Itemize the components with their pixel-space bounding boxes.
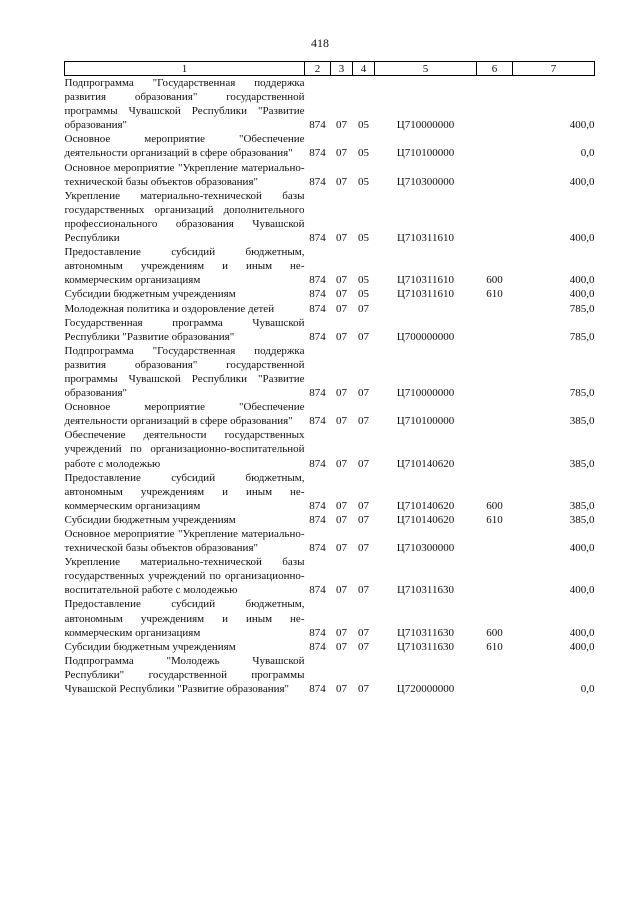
row-name: Основное мероприятие "Укрепление материально-технической базы объектов образования" xyxy=(64,528,305,555)
row-sum: 385,0 xyxy=(569,457,595,470)
row-gr: 874 xyxy=(309,232,326,245)
table-row xyxy=(65,527,595,555)
row-gr: 874 xyxy=(309,457,326,470)
row-name: Подпрограмма "Государственная поддержка развития образования" государственной программы Чувашской Республики "Развитие образования" xyxy=(64,77,305,132)
row-csr: Ц710140620 xyxy=(396,499,455,512)
row-pr: 07 xyxy=(358,302,369,315)
row-vr: 600 xyxy=(486,274,503,287)
table-row xyxy=(65,245,595,287)
row-rz: 07 xyxy=(336,387,347,400)
row-pr: 07 xyxy=(358,513,369,526)
header-row xyxy=(65,62,595,76)
row-rz: 07 xyxy=(336,640,347,653)
row-vr xyxy=(477,189,513,245)
row-csr: Ц700000000 xyxy=(396,330,455,343)
row-rz: 07 xyxy=(336,302,347,315)
row-csr: Ц720000000 xyxy=(396,683,455,696)
row-sum: 0,0 xyxy=(580,147,595,160)
row-name: Укрепление материально-технической базы государственных учреждений по организационно-воспитательной работе с молодежью xyxy=(64,556,305,597)
row-name: Основное мероприятие "Укрепление материально-технической базы объектов образования" xyxy=(64,161,305,188)
row-csr: Ц710100000 xyxy=(396,147,455,160)
row-sum: 400,0 xyxy=(569,288,595,301)
row-name: Предоставление субсидий бюджетным, автономным учреждениям и иным некоммерческим организациям xyxy=(64,246,305,287)
header-col-1: 1 xyxy=(65,62,305,76)
row-csr: Ц710140620 xyxy=(396,457,455,470)
table-row xyxy=(65,316,595,344)
row-vr xyxy=(477,344,513,400)
table-row xyxy=(65,654,595,696)
row-vr xyxy=(477,302,513,316)
row-pr: 05 xyxy=(358,147,369,160)
row-name: Основное мероприятие "Обеспечение деятельности организаций в сфере образования" xyxy=(64,401,305,428)
row-rz: 07 xyxy=(336,288,347,301)
page-number: 418 xyxy=(311,36,329,50)
row-csr: Ц710311610 xyxy=(396,232,455,245)
row-pr: 05 xyxy=(358,274,369,287)
row-sum: 400,0 xyxy=(569,626,595,639)
row-pr: 07 xyxy=(358,499,369,512)
row-sum: 400,0 xyxy=(569,542,595,555)
row-vr xyxy=(477,316,513,344)
row-csr: Ц710311630 xyxy=(396,640,455,653)
row-rz: 07 xyxy=(336,415,347,428)
row-vr: 610 xyxy=(486,288,503,301)
row-vr xyxy=(477,654,513,696)
table-row xyxy=(65,132,595,160)
table-row xyxy=(65,287,595,301)
row-vr xyxy=(477,527,513,555)
header-col-7: 7 xyxy=(513,62,595,76)
row-name: Обеспечение деятельности государственных учреждений по организационно-воспитательной работе с молодежью xyxy=(64,429,305,470)
row-gr: 874 xyxy=(309,542,326,555)
row-rz: 07 xyxy=(336,274,347,287)
row-name: Подпрограмма "Государственная поддержка развития образования" государственной программы Чувашской Республики "Развитие образования" xyxy=(64,344,305,400)
row-vr xyxy=(477,76,513,133)
row-gr: 874 xyxy=(309,302,326,315)
table-row xyxy=(65,555,595,597)
row-csr xyxy=(375,302,477,316)
row-vr: 610 xyxy=(486,513,503,526)
row-csr: Ц710300000 xyxy=(396,175,455,188)
table-row xyxy=(65,428,595,470)
row-name: Предоставление субсидий бюджетным, автономным учреждениям и иным некоммерческим организациям xyxy=(64,471,305,512)
row-rz: 07 xyxy=(336,175,347,188)
row-rz: 07 xyxy=(336,147,347,160)
row-vr: 610 xyxy=(486,640,503,653)
table-row xyxy=(65,597,595,639)
row-rz: 07 xyxy=(336,457,347,470)
row-sum: 400,0 xyxy=(569,584,595,597)
row-vr xyxy=(477,161,513,189)
row-pr: 05 xyxy=(358,119,369,132)
row-pr: 05 xyxy=(358,288,369,301)
row-gr: 874 xyxy=(309,584,326,597)
row-name: Предоставление субсидий бюджетным, автономным учреждениям и иным некоммерческим организациям xyxy=(64,598,305,639)
row-sum: 400,0 xyxy=(569,119,595,132)
row-csr: Ц710311610 xyxy=(396,288,455,301)
table-header xyxy=(65,62,595,76)
table-row xyxy=(65,302,595,316)
row-gr: 874 xyxy=(309,640,326,653)
row-sum: 400,0 xyxy=(569,274,595,287)
row-name: Молодежная политика и оздоровление детей xyxy=(64,302,275,315)
table-row xyxy=(65,344,595,400)
row-sum: 385,0 xyxy=(569,513,595,526)
row-sum: 400,0 xyxy=(569,175,595,188)
row-vr xyxy=(477,400,513,428)
row-rz: 07 xyxy=(336,232,347,245)
row-pr: 07 xyxy=(358,584,369,597)
table-row xyxy=(65,189,595,245)
table-row xyxy=(65,161,595,189)
row-gr: 874 xyxy=(309,626,326,639)
row-gr: 874 xyxy=(309,119,326,132)
row-sum: 0,0 xyxy=(580,683,595,696)
row-pr: 07 xyxy=(358,387,369,400)
row-rz: 07 xyxy=(336,626,347,639)
row-name: Субсидии бюджетным учреждениям xyxy=(64,288,236,301)
row-sum: 785,0 xyxy=(569,302,595,315)
row-gr: 874 xyxy=(309,387,326,400)
row-rz: 07 xyxy=(336,542,347,555)
row-gr: 874 xyxy=(309,499,326,512)
row-rz: 07 xyxy=(336,683,347,696)
row-csr: Ц710140620 xyxy=(396,513,455,526)
row-pr: 07 xyxy=(358,457,369,470)
row-pr: 07 xyxy=(358,330,369,343)
row-sum: 785,0 xyxy=(569,387,595,400)
header-col-4: 4 xyxy=(353,62,375,76)
row-name: Государственная программа Чувашской Республики "Развитие образования" xyxy=(64,316,305,343)
row-vr xyxy=(477,428,513,470)
row-csr: Ц710300000 xyxy=(396,542,455,555)
row-vr: 600 xyxy=(486,499,503,512)
table-row xyxy=(65,400,595,428)
table-row xyxy=(65,513,595,527)
row-sum: 400,0 xyxy=(569,232,595,245)
row-csr: Ц710100000 xyxy=(396,415,455,428)
row-csr: Ц710311610 xyxy=(396,274,455,287)
header-col-2: 2 xyxy=(305,62,331,76)
row-rz: 07 xyxy=(336,330,347,343)
row-sum: 400,0 xyxy=(569,640,595,653)
row-vr xyxy=(477,132,513,160)
row-name: Подпрограмма "Молодежь Чувашской Республики" государственной программы Чувашской Республики "Развитие образования" xyxy=(64,654,305,696)
row-sum: 385,0 xyxy=(569,415,595,428)
table-row xyxy=(65,76,595,133)
row-pr: 07 xyxy=(358,626,369,639)
row-sum: 385,0 xyxy=(569,499,595,512)
row-gr: 874 xyxy=(309,415,326,428)
row-csr: Ц710311630 xyxy=(396,626,455,639)
row-pr: 07 xyxy=(358,683,369,696)
row-csr: Ц710000000 xyxy=(396,387,455,400)
budget-table xyxy=(64,61,595,696)
row-gr: 874 xyxy=(309,147,326,160)
row-vr: 600 xyxy=(486,626,503,639)
row-pr: 07 xyxy=(358,640,369,653)
header-col-6: 6 xyxy=(477,62,513,76)
row-pr: 05 xyxy=(358,175,369,188)
row-gr: 874 xyxy=(309,513,326,526)
row-gr: 874 xyxy=(309,288,326,301)
row-gr: 874 xyxy=(309,175,326,188)
row-rz: 07 xyxy=(336,499,347,512)
header-col-5: 5 xyxy=(375,62,477,76)
table-row xyxy=(65,640,595,654)
table-row xyxy=(65,471,595,513)
row-csr: Ц710311630 xyxy=(396,584,455,597)
row-csr: Ц710000000 xyxy=(396,119,455,132)
row-pr: 07 xyxy=(358,542,369,555)
row-rz: 07 xyxy=(336,584,347,597)
table-body xyxy=(65,76,595,697)
row-gr: 874 xyxy=(309,330,326,343)
row-pr: 07 xyxy=(358,415,369,428)
header-col-3: 3 xyxy=(331,62,353,76)
row-name: Субсидии бюджетным учреждениям xyxy=(64,513,236,526)
row-name: Основное мероприятие "Обеспечение деятельности организаций в сфере образования" xyxy=(64,133,305,160)
row-vr xyxy=(477,555,513,597)
row-name: Субсидии бюджетным учреждениям xyxy=(64,640,236,653)
row-sum: 785,0 xyxy=(569,330,595,343)
row-rz: 07 xyxy=(336,513,347,526)
row-gr: 874 xyxy=(309,274,326,287)
row-name: Укрепление материально-технической базы государственных организаций дополнительного профессионального образования Чувашской Республики xyxy=(64,189,305,245)
row-pr: 05 xyxy=(358,232,369,245)
row-gr: 874 xyxy=(309,683,326,696)
row-rz: 07 xyxy=(336,119,347,132)
